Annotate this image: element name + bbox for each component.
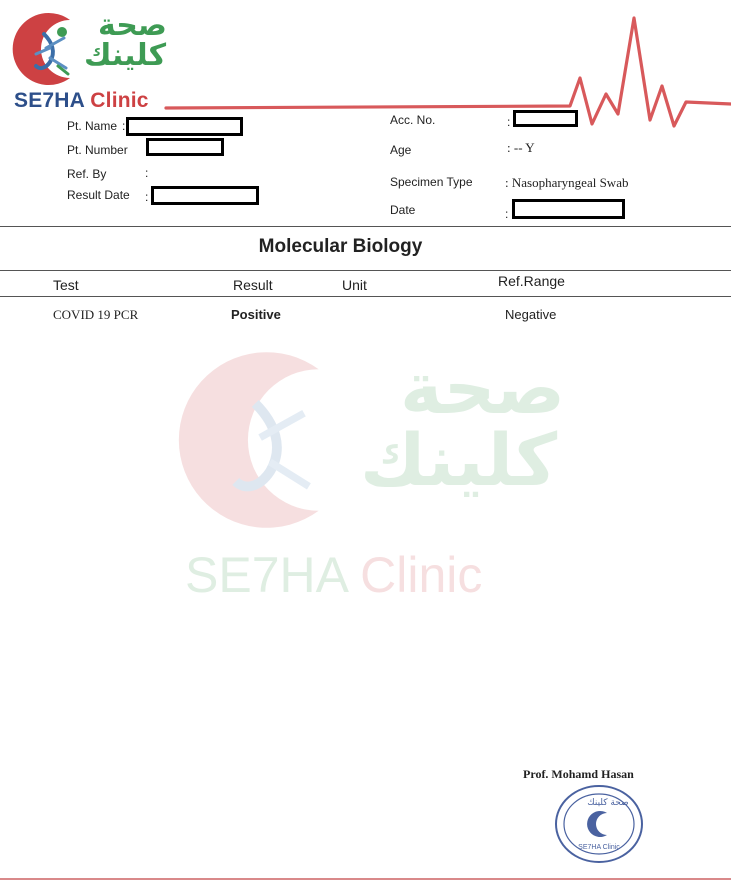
- date-colon: :: [505, 207, 509, 221]
- divider-title: [0, 270, 731, 271]
- footer-rule: [0, 878, 731, 880]
- row-test: COVID 19 PCR: [53, 307, 139, 322]
- row-result: Positive: [231, 307, 281, 322]
- logo-english: [14, 89, 149, 113]
- logo-arabic-line1: صحة: [98, 8, 167, 43]
- result-date-redaction: [151, 186, 259, 205]
- stamp-arabic-text: صحة كلينك: [587, 798, 629, 808]
- patient-name-redaction: [126, 117, 243, 136]
- patient-name-label: Pt. Name: [67, 119, 118, 133]
- age-value: : -- Y: [507, 140, 535, 155]
- watermark-arabic-line2: كلينك: [360, 418, 558, 502]
- table-row: [0, 300, 731, 330]
- watermark-english-part1: SE7HA: [185, 547, 347, 603]
- patient-number-label: Pt. Number: [67, 143, 128, 157]
- stamp-english-text: SE7HA Clinic: [578, 844, 620, 851]
- logo-english-part2: Clinic: [90, 89, 149, 112]
- acc-no-label: Acc. No.: [390, 113, 436, 127]
- col-header-unit: Unit: [342, 277, 367, 293]
- clinic-stamp: [553, 783, 645, 865]
- logo-english-part1: SE7HA: [14, 89, 85, 112]
- result-date-label: Result Date: [67, 188, 130, 202]
- watermark-english: [185, 546, 482, 604]
- col-header-ref-range: Ref.Range: [498, 273, 565, 289]
- date-label: Date: [390, 203, 416, 217]
- watermark-crescent-icon: [160, 340, 370, 540]
- acc-no-redaction: [513, 110, 578, 127]
- divider-top: [0, 226, 731, 227]
- specimen-type-value: : Nasopharyngeal Swab: [505, 175, 629, 190]
- col-header-result: Result: [233, 277, 273, 293]
- ref-by-value: :: [145, 166, 149, 180]
- watermark-english-part2: Clinic: [360, 547, 483, 603]
- heartbeat-line-icon: [160, 14, 731, 140]
- patient-name-colon: :: [122, 119, 126, 133]
- watermark-arabic-line1: صحة: [400, 346, 566, 430]
- acc-no-colon: :: [507, 115, 511, 129]
- signature-name: Prof. Mohamd Hasan: [523, 767, 634, 781]
- age-label: Age: [390, 143, 412, 157]
- ref-by-label: Ref. By: [67, 167, 107, 181]
- patient-number-redaction: [146, 138, 224, 156]
- section-title: Molecular Biology: [258, 236, 423, 257]
- row-ref-range: Negative: [505, 307, 557, 322]
- clinic-logo-crescent-icon: [6, 8, 90, 90]
- col-header-test: Test: [53, 277, 79, 293]
- result-date-colon: :: [145, 190, 149, 204]
- logo-arabic-line2: كلينك: [84, 38, 167, 73]
- specimen-type-label: Specimen Type: [390, 175, 473, 189]
- date-redaction: [512, 199, 625, 219]
- divider-header: [0, 296, 731, 297]
- watermark-logo: [160, 340, 600, 620]
